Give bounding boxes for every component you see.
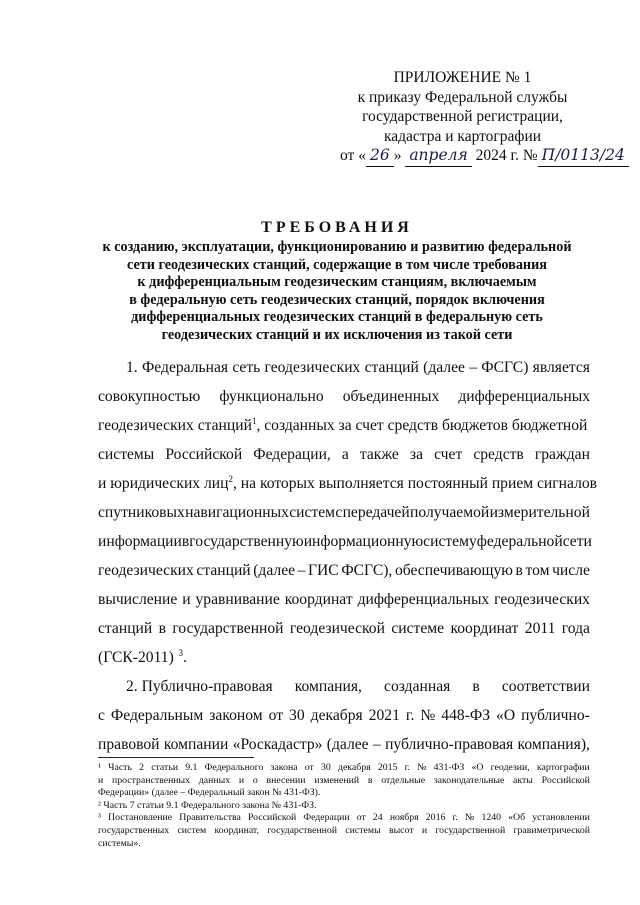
word: статьи	[151, 762, 179, 773]
word: системе	[391, 620, 445, 637]
title-heading: ТРЕБОВАНИЯ	[261, 219, 413, 236]
word: –	[297, 562, 306, 579]
word: высот	[388, 824, 414, 836]
word: ноября	[389, 812, 419, 824]
date-month-handwritten: апреля	[405, 146, 471, 167]
word: Постановление	[108, 812, 173, 824]
word: законодательные	[433, 774, 505, 786]
word: «О	[471, 762, 484, 773]
appendix-title: ПРИЛОЖЕНИЕ № 1	[393, 69, 532, 86]
text: системы».	[98, 837, 141, 849]
word: от	[268, 707, 284, 724]
word: –	[469, 359, 477, 376]
word: №	[464, 812, 475, 824]
word: 2011	[524, 620, 556, 637]
word: Федерации	[303, 812, 350, 824]
word: информации	[98, 533, 182, 550]
word: 2. Публично-правовая	[126, 678, 273, 695]
date-day-handwritten: 26	[366, 146, 394, 167]
word: 2015	[377, 762, 398, 773]
footnote-line	[98, 800, 590, 813]
word: является	[532, 359, 590, 376]
word: ГИС	[308, 562, 339, 579]
word: отдельные	[381, 774, 426, 786]
word: уравнивание	[195, 591, 280, 608]
word: и	[98, 774, 104, 786]
word: от	[356, 812, 366, 824]
footnote-separator	[98, 757, 254, 758]
word: функционально	[219, 388, 324, 405]
text-line	[98, 730, 590, 759]
footnote-ref: 2	[228, 473, 233, 484]
footnote-line	[98, 812, 590, 825]
word: информационную	[303, 533, 424, 550]
text-line	[98, 411, 590, 440]
word: соответствии	[501, 678, 590, 695]
word: г.	[405, 707, 415, 724]
word: декабря	[337, 762, 371, 773]
word: федеральной	[476, 533, 563, 550]
text-line	[98, 585, 590, 614]
word: систему	[423, 533, 477, 550]
word: компании	[163, 736, 229, 753]
text: .	[182, 649, 187, 666]
word: от	[304, 762, 314, 773]
word: изменений	[314, 774, 360, 786]
document-body	[98, 353, 598, 759]
title-line: дифференциальных геодезических станций в федеральную сеть	[131, 309, 543, 325]
text: Федерации» (далее – Федеральный закон № 431-ФЗ).	[98, 787, 321, 799]
word: публично-	[521, 707, 590, 724]
word: Часть	[108, 762, 132, 773]
word: совокупностью	[98, 388, 201, 405]
word: координат	[450, 620, 519, 637]
word: станций	[98, 620, 153, 637]
word: обеспечивающую	[394, 562, 513, 579]
word: 431-ФЗ	[433, 762, 465, 773]
word: публично-правовая	[385, 736, 514, 753]
word: г.	[452, 812, 458, 824]
word: станций	[364, 359, 419, 376]
word: объединенных	[342, 388, 440, 405]
word: сети	[562, 533, 592, 550]
word: дифференциальных	[357, 591, 490, 608]
word: дифференциальных	[458, 388, 590, 405]
date-year: 2024 г. №	[475, 147, 538, 164]
title-line: к дифференциальным геодезическим станциям, включаемым	[137, 274, 537, 290]
word: в	[158, 620, 166, 637]
footnote-line	[98, 825, 590, 838]
word: 24	[372, 812, 383, 824]
word: измерительной	[489, 504, 590, 521]
word: внесении	[266, 774, 306, 786]
word: «О	[496, 707, 516, 724]
title-line: к созданию, эксплуатации, функционированию и развитию федеральной	[102, 239, 572, 255]
word: ¹	[98, 762, 101, 773]
word: ФСГС),	[341, 562, 393, 579]
word: государственной	[267, 824, 338, 836]
text-line	[98, 643, 590, 672]
word: картографии	[536, 762, 590, 773]
word: системы	[345, 824, 381, 836]
appendix-line-registration: государственной регистрации,	[362, 108, 563, 125]
text-line	[98, 527, 590, 556]
word: законом	[209, 707, 263, 724]
word: (далее	[326, 736, 369, 753]
word: за	[409, 446, 424, 463]
word: в	[472, 678, 480, 695]
word: координат,	[214, 824, 259, 836]
word: (далее	[253, 562, 296, 579]
word: вычисление	[98, 591, 178, 608]
word: о	[252, 774, 258, 786]
word: и	[182, 591, 191, 608]
word: ³	[98, 812, 101, 824]
word: а	[341, 446, 349, 463]
text-line	[98, 701, 590, 730]
document-title	[92, 218, 582, 344]
word: пространственных	[112, 774, 191, 786]
paragraph-1	[98, 353, 598, 672]
word: 1240	[481, 812, 502, 824]
appendix-date-line	[340, 146, 625, 167]
word: станций	[196, 562, 251, 579]
word: 1.	[126, 359, 138, 376]
word: и	[238, 774, 245, 786]
word: 30	[320, 762, 331, 773]
word: Российской	[165, 446, 243, 463]
word: в	[515, 562, 523, 579]
word: данных	[198, 774, 231, 786]
word: государственную	[189, 533, 304, 550]
appendix-header	[340, 68, 625, 167]
date-mid: »	[393, 147, 402, 164]
word: системы	[98, 446, 155, 463]
word: 2016	[425, 812, 446, 824]
word: также	[359, 446, 399, 463]
word: том	[525, 562, 550, 579]
word: Федеральная	[141, 359, 229, 376]
word: акты	[513, 774, 533, 786]
word: государственной	[435, 824, 506, 836]
footnote-line	[98, 762, 590, 775]
word: «Об	[508, 812, 526, 824]
word: передачей	[342, 504, 410, 521]
word: Федерального	[204, 762, 264, 773]
word: №	[417, 762, 427, 773]
title-line: в федеральную сеть геодезических станций, порядок включения	[129, 291, 545, 308]
word: Федерации,	[253, 446, 331, 463]
word: получаемой	[410, 504, 490, 521]
word: и	[421, 824, 428, 836]
paragraph-2	[98, 672, 590, 759]
word: числе	[552, 562, 590, 579]
title-line: сети геодезических станций, содержащие в том числе требования	[127, 256, 547, 273]
word: геодезических	[98, 562, 194, 579]
text: , созданных за счет средств бюджетов бюджетной	[256, 417, 588, 434]
text-line	[98, 440, 590, 469]
word: средств	[473, 446, 524, 463]
text-line	[98, 498, 590, 527]
word: систем	[177, 824, 207, 836]
word: Правительства	[179, 812, 241, 824]
word: установлении	[532, 812, 590, 824]
text-line	[98, 469, 598, 498]
word: в	[367, 774, 373, 786]
word: государственных	[98, 824, 170, 836]
word: Федеральным	[110, 707, 204, 724]
word: с	[335, 504, 343, 521]
appendix-line-cadastre: кадастра и картографии	[383, 127, 542, 145]
text: , на которых выполняется постоянный прием сигналов	[232, 475, 598, 492]
word: сеть	[232, 359, 261, 376]
text	[98, 643, 192, 672]
word: навигационных	[185, 504, 289, 521]
word: геодезических	[264, 359, 361, 376]
word: государственной	[172, 620, 284, 637]
word: компания),	[517, 736, 590, 753]
order-number-handwritten: П/0113/24	[538, 146, 629, 167]
word: компания,	[294, 678, 362, 695]
word: созданная	[384, 678, 451, 695]
word: систем	[289, 504, 335, 521]
word: 9.1	[185, 762, 198, 773]
title-subtitle	[92, 239, 582, 344]
word: 2	[139, 762, 145, 773]
word: Российской	[541, 774, 590, 786]
footnote-ref: 3	[178, 647, 183, 658]
word: (далее	[423, 359, 465, 376]
word: в	[181, 533, 190, 550]
word: г.	[404, 762, 410, 773]
text: ² Часть 7 статьи 9.1 Федерального закона № 431-ФЗ.	[98, 799, 317, 811]
word: 2021	[368, 707, 400, 724]
footnotes	[98, 762, 590, 850]
appendix-line-order: к приказу Федеральной службы	[357, 88, 568, 106]
text-line	[98, 353, 590, 382]
footnote-line	[98, 775, 590, 788]
text: и юридических лиц	[98, 475, 229, 492]
word: Российской	[247, 812, 297, 824]
title-line: геодезических станций и их исключения из такой сети	[161, 326, 513, 343]
word: геодезических	[494, 591, 590, 608]
word: с	[98, 707, 105, 724]
word: декабря	[310, 707, 363, 724]
text: геодезических станций	[98, 417, 252, 434]
word: геодезии,	[490, 762, 530, 773]
footnote-line	[98, 838, 590, 851]
text	[98, 411, 587, 440]
footnote-ref: 1	[251, 415, 257, 426]
word: закона	[270, 762, 298, 773]
word: граждан	[534, 446, 590, 463]
word: правовой	[98, 736, 160, 753]
word: «Роскадастр»	[232, 736, 323, 753]
word: –	[372, 736, 381, 753]
word: ФСГС)	[481, 359, 529, 376]
word: 30	[289, 707, 305, 724]
text-line	[98, 382, 590, 411]
text-line	[98, 556, 590, 585]
word: счет	[434, 446, 463, 463]
word: геодезической	[289, 620, 385, 637]
text-line	[98, 672, 590, 701]
word: спутниковых	[98, 504, 185, 521]
text-line	[98, 614, 590, 643]
text	[98, 469, 597, 498]
date-prefix: от «	[340, 147, 366, 164]
word: 448-ФЗ	[441, 707, 491, 724]
text: (ГСК-2011)	[98, 649, 174, 666]
word: №	[420, 707, 436, 724]
footnote-line	[98, 787, 590, 800]
word: гравиметрической	[513, 824, 590, 836]
word: координат	[284, 591, 353, 608]
word: года	[561, 620, 590, 637]
